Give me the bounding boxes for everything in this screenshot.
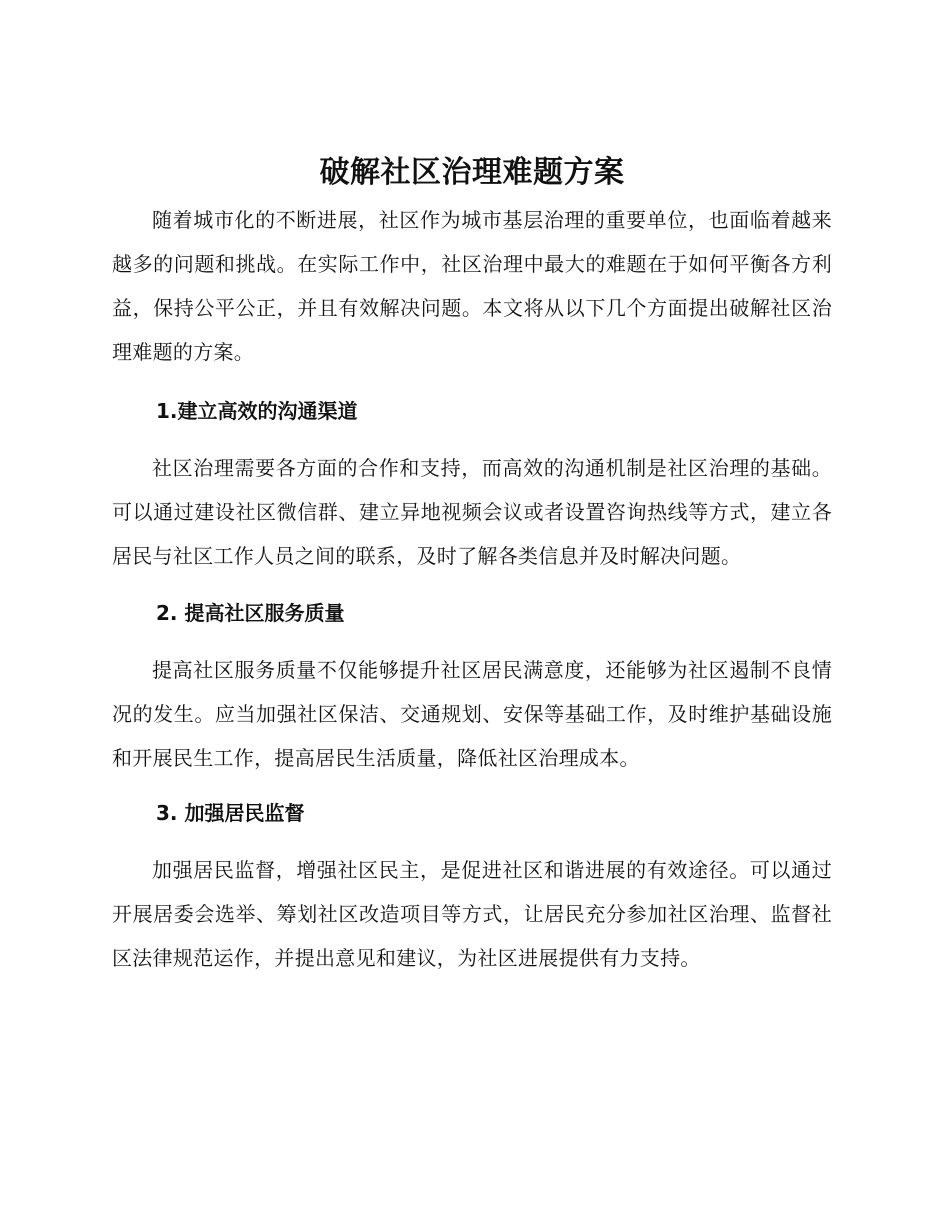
section-body-2: 提高社区服务质量不仅能够提升社区居民满意度，还能够为社区遏制不良情况的发生。应当加强社区保洁、交通规划、安保等基础工作，及时维护基础设施和开展民生工作，提高居民生活质量，降低社区治理成本。 — [112, 658, 832, 770]
section-heading-2: 2. 提高社区服务质量 — [156, 601, 345, 625]
section-body-1: 社区治理需要各方面的合作和支持，而高效的沟通机制是社区治理的基础。可以通过建设社区微信群、建立异地视频会议或者设置咨询热线等方式，建立各居民与社区工作人员之间的联系，及时了解各类信息并及时解决问题。 — [112, 456, 832, 568]
section-body-3: 加强居民监督，增强社区民主，是促进社区和谐进展的有效途径。可以通过开展居委会选举、筹划社区改造项目等方式，让居民充分参加社区治理、监督社区法律规范运作，并提出意见和建议，为社区进展提供有力支持。 — [112, 858, 832, 970]
document-title: 破解社区治理难题方案 — [319, 155, 625, 190]
intro-paragraph: 随着城市化的不断进展，社区作为城市基层治理的重要单位，也面临着越来越多的问题和挑战。在实际工作中，社区治理中最大的难题在于如何平衡各方利益，保持公平公正，并且有效解决问题。本文将从以下几个方面提出破解社区治理难题的方案。 — [112, 208, 832, 364]
section-heading-1: 1.建立高效的沟通渠道 — [156, 399, 358, 423]
section-heading-3: 3. 加强居民监督 — [156, 801, 305, 825]
document-page — [112, 150, 832, 980]
